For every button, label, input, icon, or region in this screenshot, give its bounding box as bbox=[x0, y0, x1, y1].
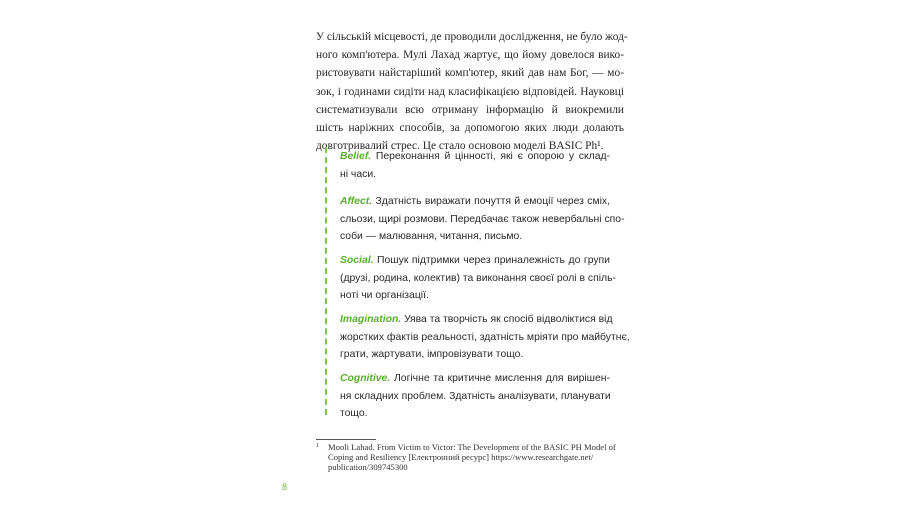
intro-line: ристовувати найстаріший комп'ютер, який дав нам Бог, — мо- bbox=[316, 67, 624, 80]
item-text: ні часи. bbox=[340, 168, 377, 180]
intro-paragraph bbox=[316, 28, 628, 155]
item-text: Пошук підтримки через приналежність до групи bbox=[373, 255, 610, 266]
item-term: Belief. bbox=[340, 151, 372, 162]
item-text: соби — малювання, читання, письмо. bbox=[340, 231, 523, 243]
intro-line: шість наріжних способів, за допомогою яких люди долають bbox=[316, 122, 624, 135]
item-text: Логічне та критичне мислення для вирішен- bbox=[390, 373, 610, 384]
item-text: Здатність виражати почуття й емоції через сміх, bbox=[372, 196, 610, 207]
footnote-divider bbox=[316, 439, 376, 440]
footnote-mark: 1 bbox=[316, 443, 319, 449]
intro-line: У сільській місцевості, де проводили дослідження, не було жод- bbox=[316, 31, 628, 43]
item-term: Social. bbox=[340, 255, 374, 266]
green-dashed-rule bbox=[325, 147, 327, 415]
item-text: ноті чи організації. bbox=[340, 290, 429, 302]
intro-line: систематизували всю отриману інформацію й виокремили bbox=[316, 103, 624, 116]
item-text: Переконання й цінності, які є опорою у склад- bbox=[371, 151, 610, 162]
item-text: жорстких фактів реальності, здатність мріяти про майбутнє, bbox=[340, 331, 630, 343]
footnote-line: publication/309745300 bbox=[328, 462, 408, 473]
item-term: Imagination. bbox=[340, 314, 402, 325]
item-term: Affect. bbox=[340, 196, 373, 207]
item-term: Cognitive. bbox=[340, 373, 391, 384]
list-item-imagination bbox=[340, 311, 630, 364]
list-item-cognitive bbox=[340, 370, 610, 423]
intro-line: ного комп'ютера. Мулі Лахад жартує, що йому довелося вико- bbox=[316, 49, 624, 62]
item-text: сльози, щирі розмови. Передбачає також невербальні спо- bbox=[340, 213, 625, 225]
list-item-affect bbox=[340, 193, 625, 246]
page-number: 8 bbox=[282, 482, 288, 492]
item-text: грати, жартувати, імпровізувати тощо. bbox=[340, 349, 524, 361]
item-text: тощо. bbox=[340, 408, 368, 420]
intro-line: зок, і годинами сидіти над класифікацією відповідей. Науковці bbox=[316, 85, 624, 98]
footnote-line: Mooli Lahad. From Victim to Victor: The Development of the BASIC PH Model of bbox=[328, 442, 616, 452]
item-text: Уява та творчість як спосіб відволіктися від bbox=[401, 314, 613, 325]
intro-line: довготривалий стрес. Це стало основою моделі BASIC Ph¹. bbox=[316, 140, 604, 153]
item-text: ня складних проблем. Здатність аналізувати, планувати bbox=[340, 390, 611, 402]
footnote bbox=[316, 442, 616, 473]
list-item-belief bbox=[340, 148, 610, 183]
list-item-social bbox=[340, 252, 616, 305]
footnote-line: Coping and Resiliency [Електронний ресурс] https://www.researchgate.net/ bbox=[328, 452, 594, 463]
item-text: (друзі, родина, колектив) та виконання своєї ролі в спіль- bbox=[340, 272, 616, 284]
